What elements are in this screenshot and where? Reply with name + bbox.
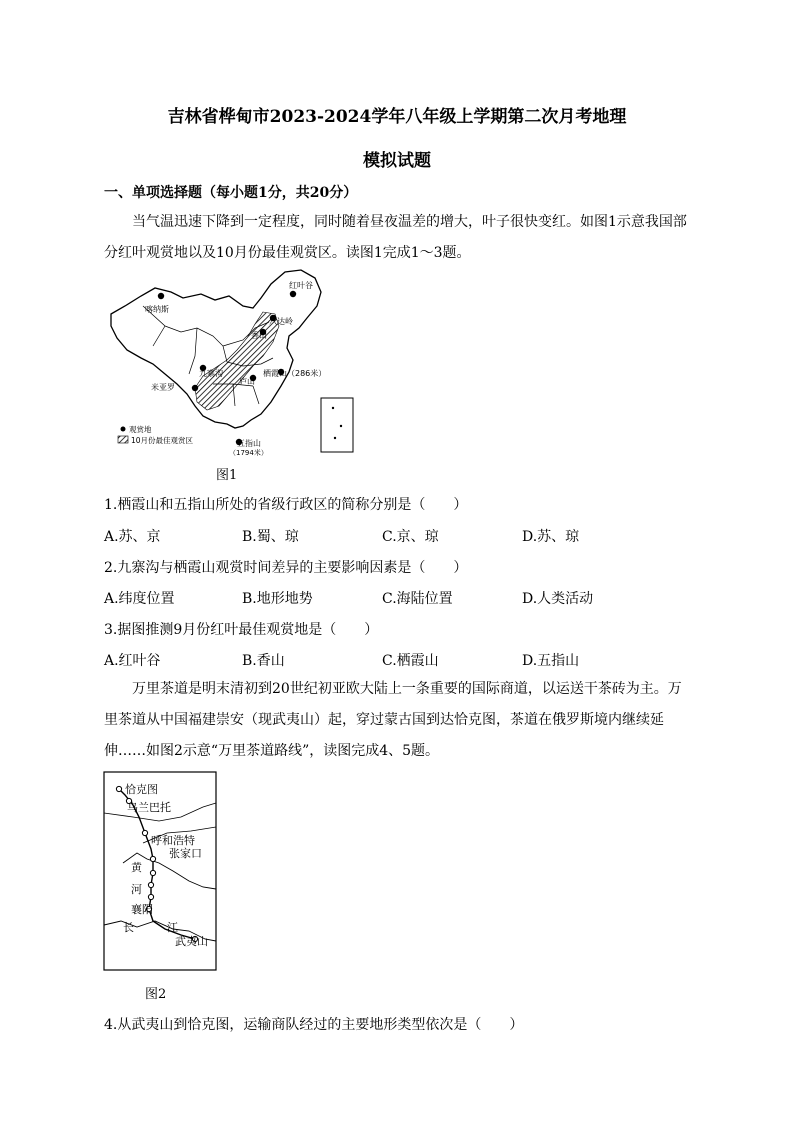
q3-option-c[interactable]: C.栖霞山 — [382, 653, 439, 669]
q2-option-a[interactable]: A.纬度位置 — [104, 591, 175, 607]
q3-option-b[interactable]: B.香山 — [242, 653, 285, 669]
legend-area: 10月份最佳观赏区 — [131, 436, 194, 445]
label-ulaanbaatar: 乌兰巴托 — [127, 801, 171, 814]
label-xiangyang: 襄阳 — [131, 903, 153, 916]
label-badaling: 八达岭 — [269, 317, 293, 326]
q3-option-d[interactable]: D.五指山 — [522, 653, 580, 669]
label-zhangjiakou: 张家口 — [169, 847, 202, 860]
label-wuyishan: 武夷山 — [175, 935, 208, 948]
label-hohhot: 呼和浩特 — [151, 834, 195, 847]
q2-option-c[interactable]: C.海陆位置 — [382, 591, 453, 607]
section-heading: 一、单项选择题（每小题1分，共20分） — [104, 185, 358, 201]
label-wuzhishan-height: （1794米） — [229, 449, 268, 456]
q1-option-a[interactable]: A.苏、京 — [104, 529, 161, 545]
q1-option-d[interactable]: D.苏、琼 — [522, 529, 580, 545]
page-title: 吉林省桦甸市2023-2024学年八年级上学期第二次月考地理 — [167, 107, 627, 127]
question-1-stem: 1.栖霞山和五指山所处的省级行政区的简称分别是（ ） — [104, 497, 468, 513]
figure-2-caption: 图2 — [145, 987, 167, 1002]
label-jiang: 江 — [167, 921, 178, 934]
label-wuzhishan: 五指山 — [237, 439, 261, 448]
legend-point: 观赏地 — [129, 425, 152, 434]
label-huanghe-2: 河 — [131, 883, 142, 896]
label-huanghe-1: 黄 — [131, 861, 142, 874]
question-4-stem: 4.从武夷山到恰克图，运输商队经过的主要地形类型依次是（ ） — [104, 1017, 524, 1033]
label-chang: 长 — [123, 921, 134, 934]
intro-paragraph-2: 万里茶道是明末清初到20世纪初亚欧大陆上一条重要的国际商道，以运送干茶砖为主。万里茶道从中国福建崇安（现武夷山）起，穿过蒙古国到达恰克图，茶道在俄罗斯境内继续延伸……如图2示意“万里茶道路线”，读图完成4、5题。 — [104, 681, 682, 759]
q1-option-b[interactable]: B.蜀、琼 — [242, 529, 299, 545]
q1-option-c[interactable]: C.京、琼 — [382, 529, 439, 545]
question-3-stem: 3.据图推测9月份红叶最佳观赏地是（ ） — [104, 622, 379, 638]
q2-option-b[interactable]: B.地形地势 — [242, 591, 313, 607]
figure-2-map — [103, 771, 217, 971]
figure-1-map — [103, 266, 358, 456]
label-kanas: 喀纳斯 — [145, 305, 169, 314]
label-qixia: 栖霞山（286米） — [263, 369, 327, 378]
label-miyaluo: 米亚罗 — [151, 383, 175, 392]
intro-paragraph-1: 当气温迅速下降到一定程度，同时随着昼夜温差的增大，叶子很快变红。如图1示意我国部分红叶观赏地以及10月份最佳观赏区。读图1完成1～3题。 — [104, 214, 687, 261]
page-subtitle: 模拟试题 — [363, 151, 431, 171]
q2-option-d[interactable]: D.人类活动 — [522, 591, 594, 607]
q3-option-a[interactable]: A.红叶谷 — [104, 653, 161, 669]
label-kyakhta: 恰克图 — [125, 783, 158, 796]
label-lushan: 庐山 — [239, 377, 255, 386]
figure-1-caption: 图1 — [216, 468, 238, 483]
label-xiangshan: 香山 — [251, 331, 267, 340]
label-hongyegu: 红叶谷 — [289, 281, 313, 290]
question-2-stem: 2.九寨沟与栖霞山观赏时间差异的主要影响因素是（ ） — [104, 560, 468, 576]
label-jiuzhaigou: 九寨沟 — [199, 369, 223, 378]
